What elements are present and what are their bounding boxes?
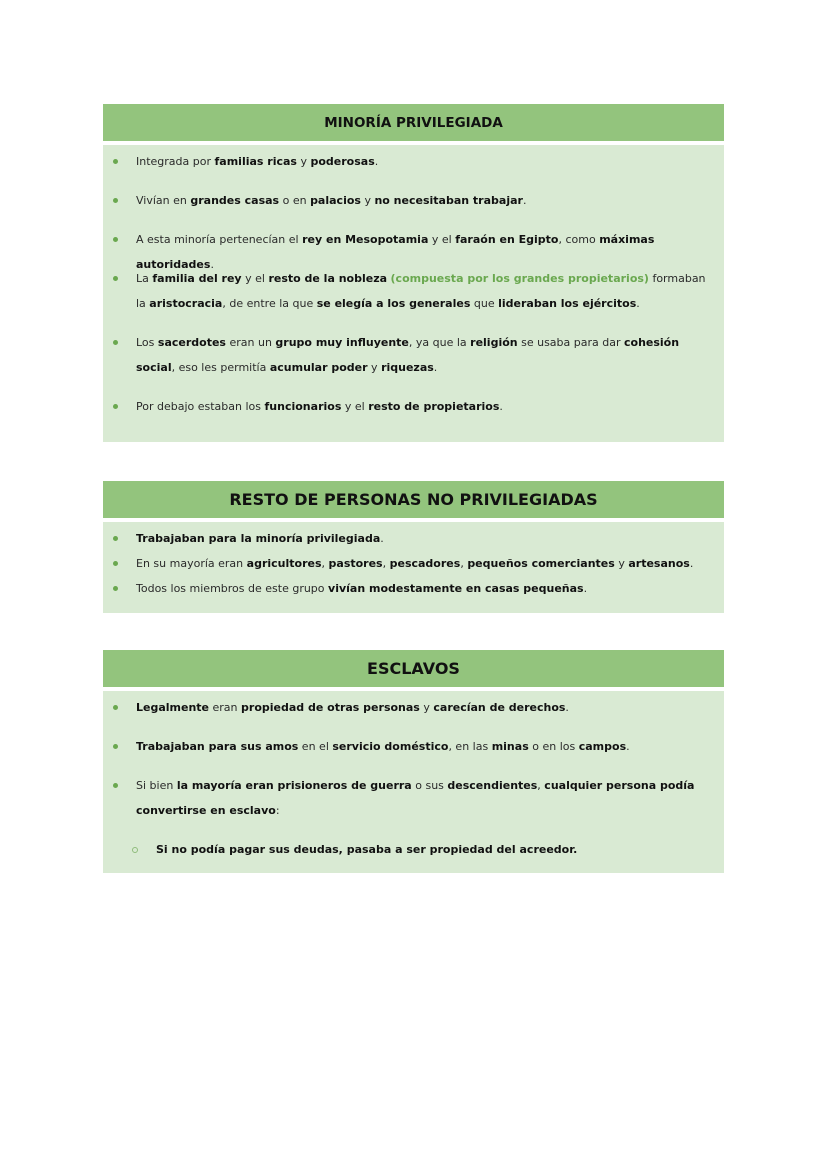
bullet-icon [113, 586, 118, 591]
text-run: , eso les permitía [171, 361, 270, 374]
section-body [103, 522, 724, 613]
item-text [136, 330, 716, 380]
bold-text: familias ricas [214, 155, 297, 168]
text-run: . [374, 155, 379, 168]
text-run: , [537, 779, 545, 792]
text-run: . [499, 400, 503, 413]
text-run: en el [298, 740, 333, 753]
item-text [156, 837, 716, 862]
bold-text: grupo muy influyente [275, 336, 409, 349]
text-run: formaban la [136, 272, 706, 310]
text-run: , de entre la que [222, 297, 317, 310]
text-run: Los [136, 336, 158, 349]
text-run: . [433, 361, 438, 374]
bold-text: palacios [310, 194, 361, 207]
text-run: y [614, 557, 629, 570]
text-run: . [636, 297, 640, 310]
bullet-icon [113, 705, 118, 710]
bold-text: faraón en Egipto [455, 233, 559, 246]
text-run: y [296, 155, 311, 168]
bold-text: agricultores [246, 557, 322, 570]
bold-text: rey en Mesopotamia [302, 233, 429, 246]
text-run: Integrada por [136, 155, 215, 168]
bullet-icon [113, 783, 118, 788]
bullet-icon [113, 561, 118, 566]
item-text [136, 394, 716, 419]
bold-text: resto de la nobleza [268, 272, 388, 285]
list-item [103, 394, 716, 419]
text-run: . [380, 532, 384, 545]
section-title: MINORÍA PRIVILEGIADA [103, 104, 724, 141]
section-minoria-privilegiada [103, 104, 724, 442]
list-item [103, 188, 716, 213]
sub-list-item [103, 837, 716, 862]
bold-text: vivían modestamente en casas pequeñas [328, 582, 584, 595]
text-run: Vivían en [136, 194, 191, 207]
bold-text: campos [578, 740, 627, 753]
item-text [136, 773, 716, 823]
text-run: Por debajo estaban los [136, 400, 265, 413]
bold-text: servicio doméstico [332, 740, 449, 753]
list-item [103, 773, 716, 823]
section-body [103, 691, 724, 873]
text-run: La [136, 272, 153, 285]
bold-text: grandes casas [190, 194, 280, 207]
text-run: y el [341, 400, 369, 413]
section-title: ESCLAVOS [103, 650, 724, 687]
list-item [103, 330, 716, 380]
bold-text: familia del rey [152, 272, 242, 285]
bold-text: resto de propietarios [368, 400, 500, 413]
list-item [103, 576, 716, 601]
item-text [136, 551, 716, 576]
text-run: y [360, 194, 375, 207]
bold-text: Trabajaban para sus amos [136, 740, 299, 753]
bold-text: descendientes [447, 779, 538, 792]
text-run: . [689, 557, 694, 570]
text-run: En su mayoría eran [136, 557, 247, 570]
item-text [136, 188, 716, 213]
text-run: . [583, 582, 588, 595]
bold-text: artesanos [628, 557, 690, 570]
text-run: . [565, 701, 569, 714]
bold-text: lideraban los ejércitos [498, 297, 637, 310]
section-title: RESTO DE PERSONAS NO PRIVILEGIADAS [103, 481, 724, 518]
bold-text: acumular poder [269, 361, 368, 374]
text-run: , como [558, 233, 600, 246]
list-item [103, 551, 716, 576]
bold-text: pescadores [389, 557, 461, 570]
text-run: o en [279, 194, 311, 207]
highlight-text: (compuesta por los grandes propietarios) [390, 272, 649, 285]
item-text [136, 734, 716, 759]
text-run: , [382, 557, 390, 570]
text-run: , [460, 557, 468, 570]
bold-text: la mayoría eran prisioneros de guerra [176, 779, 412, 792]
bold-text: propiedad de otras personas [241, 701, 420, 714]
bullet-icon [113, 536, 118, 541]
bold-text: minas [491, 740, 529, 753]
text-run: Todos los miembros de este grupo [136, 582, 329, 595]
bold-text: riquezas [381, 361, 434, 374]
bold-text: no necesitaban trabajar [374, 194, 523, 207]
bullet-icon [113, 340, 118, 345]
text-run: y el [241, 272, 269, 285]
bullet-icon [113, 237, 118, 242]
bold-text: máximas autoridades [136, 233, 655, 271]
text-run: , [321, 557, 329, 570]
text-run: que [470, 297, 499, 310]
section-body [103, 145, 724, 442]
bullet-icon [113, 404, 118, 409]
text-run: se usaba para dar [517, 336, 624, 349]
bullet-icon [113, 744, 118, 749]
list-item [103, 526, 716, 551]
item-text [136, 266, 716, 316]
list-item [103, 266, 716, 316]
bold-text: pastores [328, 557, 383, 570]
bold-text: cualquier persona podía convertirse en esclavo [136, 779, 695, 817]
text-run: eran un [225, 336, 276, 349]
text-run: , ya que la [408, 336, 471, 349]
hollow-bullet-icon [132, 847, 138, 853]
text-run: . [522, 194, 527, 207]
text-run: y [419, 701, 434, 714]
bullet-icon [113, 198, 118, 203]
bold-text: pequeños comerciantes [467, 557, 615, 570]
list-item [103, 734, 716, 759]
bullet-icon [113, 276, 118, 281]
bold-text: funcionarios [264, 400, 342, 413]
text-run: , en las [448, 740, 492, 753]
text-run: Si bien [136, 779, 177, 792]
text-run: o en los [528, 740, 579, 753]
item-text [136, 695, 716, 720]
text-run: . [626, 740, 630, 753]
section-no-privilegiadas [103, 481, 724, 613]
bold-text: Trabajaban para la minoría privilegiada [136, 532, 381, 545]
text-run: y [367, 361, 382, 374]
text-run: : [275, 804, 280, 817]
text-run: . [210, 258, 214, 271]
text-run: y el [428, 233, 456, 246]
section-esclavos [103, 650, 724, 873]
bold-text: poderosas [310, 155, 375, 168]
bold-text: Si no podía pagar sus deudas, pasaba a ser propiedad del acreedor. [156, 843, 578, 856]
bold-text: cohesión social [136, 336, 680, 374]
text-run: eran [209, 701, 242, 714]
text-run: o sus [411, 779, 448, 792]
list-item [103, 695, 716, 720]
item-text [136, 149, 716, 174]
item-text [136, 576, 716, 601]
list-item [103, 149, 716, 174]
bold-text: se elegía a los generales [316, 297, 471, 310]
item-text [136, 526, 716, 551]
bold-text: carecían de derechos [433, 701, 566, 714]
bold-text: Legalmente [136, 701, 210, 714]
bold-text: religión [470, 336, 518, 349]
bullet-icon [113, 159, 118, 164]
bold-text: sacerdotes [157, 336, 226, 349]
bold-text: aristocracia [149, 297, 223, 310]
text-run: A esta minoría pertenecían el [136, 233, 303, 246]
